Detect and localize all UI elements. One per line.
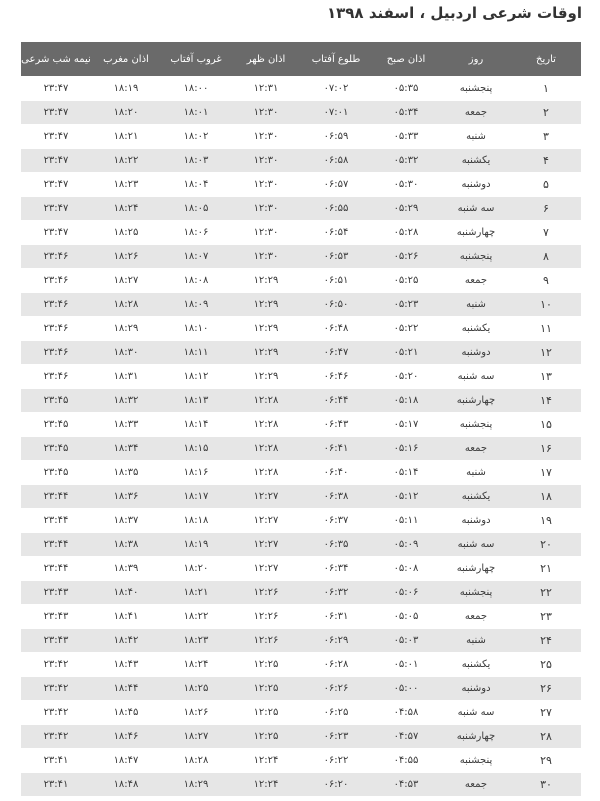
- cell-day: یکشنبه: [441, 485, 511, 509]
- cell-date: ۱۰: [511, 293, 581, 317]
- cell-fajr: ۰۵:۳۴: [371, 101, 441, 125]
- cell-sunset: ۱۸:۰۴: [161, 173, 231, 197]
- cell-fajr: ۰۵:۰۶: [371, 581, 441, 605]
- cell-midnight: ۲۳:۴۱: [21, 749, 91, 773]
- prayer-times-table: [21, 42, 581, 796]
- table-row: [21, 197, 581, 221]
- cell-dhuhr: ۱۲:۲۶: [231, 629, 301, 653]
- cell-sunrise: ۰۶:۵۰: [301, 293, 371, 317]
- cell-sunset: ۱۸:۰۶: [161, 221, 231, 245]
- cell-sunrise: ۰۶:۵۵: [301, 197, 371, 221]
- cell-maghrib: ۱۸:۴۷: [91, 749, 161, 773]
- cell-maghrib: ۱۸:۴۵: [91, 701, 161, 725]
- cell-midnight: ۲۳:۴۴: [21, 557, 91, 581]
- table-row: [21, 77, 581, 101]
- cell-dhuhr: ۱۲:۳۰: [231, 149, 301, 173]
- header-dhuhr: اذان ظهر: [231, 42, 301, 77]
- cell-day: چهارشنبه: [441, 557, 511, 581]
- table-row: [21, 245, 581, 269]
- cell-date: ۳: [511, 125, 581, 149]
- cell-maghrib: ۱۸:۲۵: [91, 221, 161, 245]
- table-header-row: [21, 42, 581, 77]
- cell-fajr: ۰۵:۱۱: [371, 509, 441, 533]
- cell-date: ۱۲: [511, 341, 581, 365]
- cell-dhuhr: ۱۲:۳۱: [231, 77, 301, 101]
- cell-sunrise: ۰۶:۲۳: [301, 725, 371, 749]
- cell-dhuhr: ۱۲:۲۹: [231, 317, 301, 341]
- cell-day: سه شنبه: [441, 701, 511, 725]
- cell-midnight: ۲۳:۴۷: [21, 101, 91, 125]
- cell-maghrib: ۱۸:۴۲: [91, 629, 161, 653]
- cell-midnight: ۲۳:۴۷: [21, 149, 91, 173]
- cell-sunset: ۱۸:۰۱: [161, 101, 231, 125]
- table-row: [21, 413, 581, 437]
- cell-dhuhr: ۱۲:۲۹: [231, 269, 301, 293]
- cell-maghrib: ۱۸:۳۱: [91, 365, 161, 389]
- cell-fajr: ۰۵:۰۰: [371, 677, 441, 701]
- cell-midnight: ۲۳:۴۵: [21, 461, 91, 485]
- cell-sunset: ۱۸:۰۹: [161, 293, 231, 317]
- cell-sunset: ۱۸:۲۹: [161, 773, 231, 797]
- cell-fajr: ۰۵:۲۱: [371, 341, 441, 365]
- cell-sunrise: ۰۶:۵۳: [301, 245, 371, 269]
- cell-midnight: ۲۳:۴۴: [21, 533, 91, 557]
- table-row: [21, 173, 581, 197]
- cell-day: یکشنبه: [441, 317, 511, 341]
- cell-date: ۱: [511, 77, 581, 101]
- cell-fajr: ۰۵:۰۳: [371, 629, 441, 653]
- cell-sunrise: ۰۷:۰۱: [301, 101, 371, 125]
- header-midnight: نیمه شب شرعی: [21, 42, 91, 77]
- cell-fajr: ۰۵:۳۵: [371, 77, 441, 101]
- cell-midnight: ۲۳:۴۷: [21, 197, 91, 221]
- cell-fajr: ۰۵:۲۹: [371, 197, 441, 221]
- cell-date: ۲: [511, 101, 581, 125]
- cell-sunrise: ۰۶:۴۷: [301, 341, 371, 365]
- cell-dhuhr: ۱۲:۳۰: [231, 125, 301, 149]
- cell-midnight: ۲۳:۴۵: [21, 413, 91, 437]
- cell-sunset: ۱۸:۱۴: [161, 413, 231, 437]
- cell-sunrise: ۰۶:۵۹: [301, 125, 371, 149]
- cell-sunset: ۱۸:۱۶: [161, 461, 231, 485]
- cell-midnight: ۲۳:۴۳: [21, 605, 91, 629]
- cell-date: ۱۵: [511, 413, 581, 437]
- cell-day: سه شنبه: [441, 365, 511, 389]
- cell-sunrise: ۰۶:۴۰: [301, 461, 371, 485]
- cell-dhuhr: ۱۲:۲۵: [231, 653, 301, 677]
- cell-fajr: ۰۵:۱۴: [371, 461, 441, 485]
- cell-sunrise: ۰۶:۵۱: [301, 269, 371, 293]
- cell-dhuhr: ۱۲:۲۵: [231, 701, 301, 725]
- cell-dhuhr: ۱۲:۲۹: [231, 293, 301, 317]
- cell-maghrib: ۱۸:۳۳: [91, 413, 161, 437]
- cell-sunset: ۱۸:۰۲: [161, 125, 231, 149]
- table-row: [21, 533, 581, 557]
- table-row: [21, 485, 581, 509]
- cell-fajr: ۰۵:۱۷: [371, 413, 441, 437]
- cell-fajr: ۰۵:۳۳: [371, 125, 441, 149]
- cell-sunrise: ۰۶:۴۳: [301, 413, 371, 437]
- header-sunset: غروب آفتاب: [161, 42, 231, 77]
- cell-dhuhr: ۱۲:۳۰: [231, 221, 301, 245]
- cell-dhuhr: ۱۲:۲۷: [231, 509, 301, 533]
- cell-date: ۱۹: [511, 509, 581, 533]
- table-row: [21, 389, 581, 413]
- cell-date: ۲۰: [511, 533, 581, 557]
- cell-fajr: ۰۵:۲۵: [371, 269, 441, 293]
- cell-date: ۱۳: [511, 365, 581, 389]
- cell-fajr: ۰۵:۲۸: [371, 221, 441, 245]
- cell-sunset: ۱۸:۲۶: [161, 701, 231, 725]
- cell-midnight: ۲۳:۴۷: [21, 125, 91, 149]
- cell-midnight: ۲۳:۴۶: [21, 269, 91, 293]
- table-row: [21, 317, 581, 341]
- cell-dhuhr: ۱۲:۲۸: [231, 413, 301, 437]
- cell-dhuhr: ۱۲:۲۵: [231, 725, 301, 749]
- cell-fajr: ۰۵:۰۱: [371, 653, 441, 677]
- header-maghrib: اذان مغرب: [91, 42, 161, 77]
- cell-date: ۹: [511, 269, 581, 293]
- cell-date: ۳۰: [511, 773, 581, 797]
- cell-dhuhr: ۱۲:۳۰: [231, 173, 301, 197]
- cell-day: سه شنبه: [441, 197, 511, 221]
- cell-dhuhr: ۱۲:۳۰: [231, 197, 301, 221]
- table-row: [21, 773, 581, 797]
- cell-day: چهارشنبه: [441, 221, 511, 245]
- cell-maghrib: ۱۸:۳۴: [91, 437, 161, 461]
- cell-dhuhr: ۱۲:۲۶: [231, 581, 301, 605]
- cell-date: ۱۱: [511, 317, 581, 341]
- cell-dhuhr: ۱۲:۳۰: [231, 101, 301, 125]
- cell-dhuhr: ۱۲:۲۷: [231, 533, 301, 557]
- cell-maghrib: ۱۸:۲۰: [91, 101, 161, 125]
- table-row: [21, 125, 581, 149]
- table-row: [21, 149, 581, 173]
- cell-maghrib: ۱۸:۳۵: [91, 461, 161, 485]
- cell-date: ۲۲: [511, 581, 581, 605]
- cell-sunrise: ۰۶:۴۴: [301, 389, 371, 413]
- cell-maghrib: ۱۸:۴۱: [91, 605, 161, 629]
- cell-day: دوشنبه: [441, 509, 511, 533]
- cell-fajr: ۰۵:۲۳: [371, 293, 441, 317]
- cell-fajr: ۰۴:۵۳: [371, 773, 441, 797]
- cell-maghrib: ۱۸:۲۹: [91, 317, 161, 341]
- cell-fajr: ۰۵:۲۰: [371, 365, 441, 389]
- table-row: [21, 677, 581, 701]
- cell-fajr: ۰۴:۵۸: [371, 701, 441, 725]
- table-row: [21, 725, 581, 749]
- cell-dhuhr: ۱۲:۲۶: [231, 605, 301, 629]
- table-row: [21, 629, 581, 653]
- cell-fajr: ۰۵:۱۲: [371, 485, 441, 509]
- table-row: [21, 653, 581, 677]
- cell-sunset: ۱۸:۲۷: [161, 725, 231, 749]
- table-row: [21, 293, 581, 317]
- cell-day: پنجشنبه: [441, 413, 511, 437]
- cell-sunrise: ۰۶:۲۵: [301, 701, 371, 725]
- cell-day: پنجشنبه: [441, 77, 511, 101]
- cell-sunrise: ۰۶:۳۴: [301, 557, 371, 581]
- cell-dhuhr: ۱۲:۲۴: [231, 749, 301, 773]
- cell-sunrise: ۰۶:۵۸: [301, 149, 371, 173]
- cell-day: یکشنبه: [441, 653, 511, 677]
- cell-fajr: ۰۵:۱۶: [371, 437, 441, 461]
- cell-date: ۱۴: [511, 389, 581, 413]
- cell-day: جمعه: [441, 773, 511, 797]
- cell-day: چهارشنبه: [441, 389, 511, 413]
- cell-midnight: ۲۳:۴۶: [21, 341, 91, 365]
- header-date: تاریخ: [511, 42, 581, 77]
- cell-midnight: ۲۳:۴۲: [21, 725, 91, 749]
- cell-date: ۲۹: [511, 749, 581, 773]
- cell-sunset: ۱۸:۲۳: [161, 629, 231, 653]
- cell-fajr: ۰۵:۰۵: [371, 605, 441, 629]
- cell-fajr: ۰۵:۳۰: [371, 173, 441, 197]
- cell-date: ۱۷: [511, 461, 581, 485]
- cell-midnight: ۲۳:۴۶: [21, 365, 91, 389]
- cell-day: جمعه: [441, 437, 511, 461]
- cell-sunset: ۱۸:۱۳: [161, 389, 231, 413]
- cell-dhuhr: ۱۲:۳۰: [231, 245, 301, 269]
- cell-day: دوشنبه: [441, 677, 511, 701]
- cell-fajr: ۰۵:۳۲: [371, 149, 441, 173]
- cell-date: ۵: [511, 173, 581, 197]
- cell-maghrib: ۱۸:۴۸: [91, 773, 161, 797]
- cell-midnight: ۲۳:۴۲: [21, 653, 91, 677]
- cell-sunrise: ۰۶:۴۸: [301, 317, 371, 341]
- cell-day: یکشنبه: [441, 149, 511, 173]
- table-row: [21, 581, 581, 605]
- table-row: [21, 509, 581, 533]
- cell-sunset: ۱۸:۲۸: [161, 749, 231, 773]
- cell-sunset: ۱۸:۲۰: [161, 557, 231, 581]
- cell-sunset: ۱۸:۲۵: [161, 677, 231, 701]
- cell-maghrib: ۱۸:۲۲: [91, 149, 161, 173]
- cell-date: ۲۴: [511, 629, 581, 653]
- cell-maghrib: ۱۸:۲۴: [91, 197, 161, 221]
- header-fajr: اذان صبح: [371, 42, 441, 77]
- cell-maghrib: ۱۸:۳۰: [91, 341, 161, 365]
- cell-fajr: ۰۴:۵۵: [371, 749, 441, 773]
- table-row: [21, 701, 581, 725]
- cell-maghrib: ۱۸:۲۸: [91, 293, 161, 317]
- cell-sunset: ۱۸:۰۳: [161, 149, 231, 173]
- cell-maghrib: ۱۸:۴۳: [91, 653, 161, 677]
- cell-sunset: ۱۸:۱۲: [161, 365, 231, 389]
- cell-sunset: ۱۸:۲۴: [161, 653, 231, 677]
- cell-fajr: ۰۵:۰۸: [371, 557, 441, 581]
- cell-date: ۲۶: [511, 677, 581, 701]
- cell-midnight: ۲۳:۴۱: [21, 773, 91, 797]
- cell-date: ۸: [511, 245, 581, 269]
- cell-maghrib: ۱۸:۲۷: [91, 269, 161, 293]
- cell-sunset: ۱۸:۱۱: [161, 341, 231, 365]
- cell-day: شنبه: [441, 629, 511, 653]
- cell-fajr: ۰۵:۰۹: [371, 533, 441, 557]
- cell-day: دوشنبه: [441, 341, 511, 365]
- cell-maghrib: ۱۸:۴۰: [91, 581, 161, 605]
- cell-sunrise: ۰۶:۲۸: [301, 653, 371, 677]
- page-title: اوقات شرعی اردبیل ، اسفند ۱۳۹۸: [326, 4, 582, 22]
- cell-dhuhr: ۱۲:۲۸: [231, 461, 301, 485]
- cell-midnight: ۲۳:۴۶: [21, 293, 91, 317]
- cell-dhuhr: ۱۲:۲۸: [231, 389, 301, 413]
- cell-date: ۲۵: [511, 653, 581, 677]
- cell-sunset: ۱۸:۲۱: [161, 581, 231, 605]
- table-row: [21, 101, 581, 125]
- cell-day: چهارشنبه: [441, 725, 511, 749]
- cell-sunset: ۱۸:۰۸: [161, 269, 231, 293]
- cell-date: ۷: [511, 221, 581, 245]
- header-day: روز: [441, 42, 511, 77]
- cell-dhuhr: ۱۲:۲۷: [231, 557, 301, 581]
- cell-maghrib: ۱۸:۳۶: [91, 485, 161, 509]
- cell-sunrise: ۰۶:۲۰: [301, 773, 371, 797]
- cell-sunrise: ۰۷:۰۲: [301, 77, 371, 101]
- cell-sunset: ۱۸:۱۹: [161, 533, 231, 557]
- cell-day: سه شنبه: [441, 533, 511, 557]
- cell-date: ۲۱: [511, 557, 581, 581]
- cell-day: شنبه: [441, 461, 511, 485]
- cell-midnight: ۲۳:۴۲: [21, 677, 91, 701]
- cell-sunrise: ۰۶:۴۶: [301, 365, 371, 389]
- cell-midnight: ۲۳:۴۵: [21, 437, 91, 461]
- cell-sunrise: ۰۶:۳۵: [301, 533, 371, 557]
- cell-date: ۲۳: [511, 605, 581, 629]
- cell-date: ۴: [511, 149, 581, 173]
- cell-midnight: ۲۳:۴۶: [21, 317, 91, 341]
- cell-sunrise: ۰۶:۲۶: [301, 677, 371, 701]
- cell-sunrise: ۰۶:۳۸: [301, 485, 371, 509]
- cell-sunset: ۱۸:۱۷: [161, 485, 231, 509]
- cell-day: دوشنبه: [441, 173, 511, 197]
- cell-midnight: ۲۳:۴۳: [21, 629, 91, 653]
- cell-day: پنجشنبه: [441, 581, 511, 605]
- cell-sunrise: ۰۶:۳۱: [301, 605, 371, 629]
- table-row: [21, 461, 581, 485]
- cell-midnight: ۲۳:۴۵: [21, 389, 91, 413]
- table-row: [21, 557, 581, 581]
- cell-sunset: ۱۸:۰۰: [161, 77, 231, 101]
- cell-maghrib: ۱۸:۲۳: [91, 173, 161, 197]
- table-row: [21, 365, 581, 389]
- cell-midnight: ۲۳:۴۶: [21, 245, 91, 269]
- cell-maghrib: ۱۸:۴۴: [91, 677, 161, 701]
- cell-maghrib: ۱۸:۳۲: [91, 389, 161, 413]
- cell-midnight: ۲۳:۴۷: [21, 221, 91, 245]
- header-sunrise: طلوع آفتاب: [301, 42, 371, 77]
- cell-day: شنبه: [441, 125, 511, 149]
- table-row: [21, 749, 581, 773]
- cell-date: ۲۸: [511, 725, 581, 749]
- cell-midnight: ۲۳:۴۲: [21, 701, 91, 725]
- cell-maghrib: ۱۸:۴۶: [91, 725, 161, 749]
- cell-midnight: ۲۳:۴۴: [21, 509, 91, 533]
- cell-day: شنبه: [441, 293, 511, 317]
- cell-sunset: ۱۸:۰۵: [161, 197, 231, 221]
- cell-day: پنجشنبه: [441, 749, 511, 773]
- cell-fajr: ۰۵:۲۲: [371, 317, 441, 341]
- cell-dhuhr: ۱۲:۲۴: [231, 773, 301, 797]
- cell-midnight: ۲۳:۴۳: [21, 581, 91, 605]
- cell-day: جمعه: [441, 605, 511, 629]
- table-row: [21, 269, 581, 293]
- cell-dhuhr: ۱۲:۲۸: [231, 437, 301, 461]
- cell-maghrib: ۱۸:۲۱: [91, 125, 161, 149]
- table-row: [21, 437, 581, 461]
- cell-sunrise: ۰۶:۳۷: [301, 509, 371, 533]
- cell-date: ۲۷: [511, 701, 581, 725]
- cell-sunrise: ۰۶:۳۲: [301, 581, 371, 605]
- cell-sunrise: ۰۶:۲۲: [301, 749, 371, 773]
- cell-day: پنجشنبه: [441, 245, 511, 269]
- cell-dhuhr: ۱۲:۲۹: [231, 341, 301, 365]
- cell-maghrib: ۱۸:۱۹: [91, 77, 161, 101]
- table-row: [21, 341, 581, 365]
- cell-maghrib: ۱۸:۳۹: [91, 557, 161, 581]
- cell-day: جمعه: [441, 269, 511, 293]
- cell-fajr: ۰۵:۱۸: [371, 389, 441, 413]
- cell-sunrise: ۰۶:۴۱: [301, 437, 371, 461]
- cell-sunset: ۱۸:۱۵: [161, 437, 231, 461]
- table-row: [21, 221, 581, 245]
- table-row: [21, 605, 581, 629]
- cell-fajr: ۰۴:۵۷: [371, 725, 441, 749]
- cell-midnight: ۲۳:۴۴: [21, 485, 91, 509]
- cell-midnight: ۲۳:۴۷: [21, 173, 91, 197]
- cell-sunset: ۱۸:۰۷: [161, 245, 231, 269]
- cell-sunset: ۱۸:۱۰: [161, 317, 231, 341]
- cell-date: ۶: [511, 197, 581, 221]
- cell-day: جمعه: [441, 101, 511, 125]
- cell-sunrise: ۰۶:۵۴: [301, 221, 371, 245]
- cell-date: ۱۸: [511, 485, 581, 509]
- cell-date: ۱۶: [511, 437, 581, 461]
- cell-fajr: ۰۵:۲۶: [371, 245, 441, 269]
- cell-maghrib: ۱۸:۳۸: [91, 533, 161, 557]
- cell-maghrib: ۱۸:۳۷: [91, 509, 161, 533]
- cell-midnight: ۲۳:۴۷: [21, 77, 91, 101]
- cell-dhuhr: ۱۲:۲۵: [231, 677, 301, 701]
- cell-sunset: ۱۸:۲۲: [161, 605, 231, 629]
- table-body: [21, 77, 581, 797]
- cell-dhuhr: ۱۲:۲۷: [231, 485, 301, 509]
- cell-sunset: ۱۸:۱۸: [161, 509, 231, 533]
- cell-sunrise: ۰۶:۲۹: [301, 629, 371, 653]
- cell-dhuhr: ۱۲:۲۹: [231, 365, 301, 389]
- cell-maghrib: ۱۸:۲۶: [91, 245, 161, 269]
- cell-sunrise: ۰۶:۵۷: [301, 173, 371, 197]
